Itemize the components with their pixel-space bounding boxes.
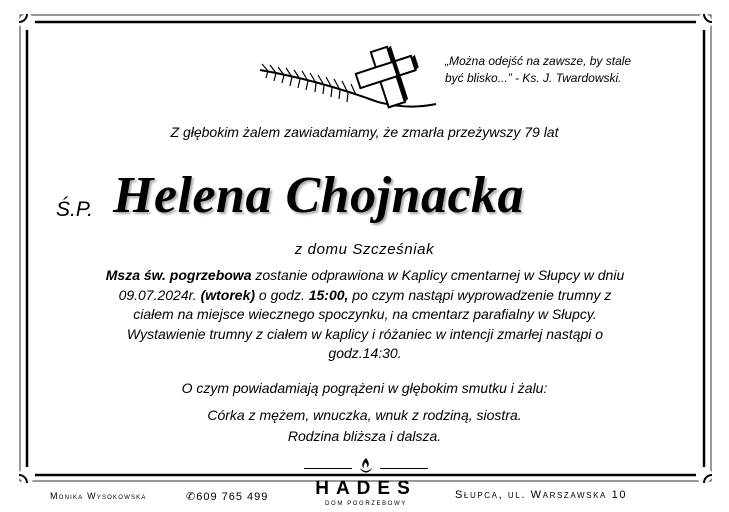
logo-subtitle: DOM POGRZEBOWY [325,501,407,507]
details-line-2 [55,286,675,306]
logo-divider-right [380,468,428,469]
flame-icon [358,457,374,475]
deceased-name: Helena Chojnacka [113,167,525,224]
announce-text: O czym powiadamiają pogrążeni w głębokim smutku i żalu: [181,380,548,396]
details-text: zostanie odprawiona w Kaplicy cmentarnej w Słupcy w dniu [251,267,625,283]
details-line-3: ciałem na miejsce wiecznego spoczynku, na cmentarz parafialny w Słupcy. [133,306,597,322]
details-line-4: Wystawienie trumny z ciałem w kaplicy i różaniec w intencji zmarłej nastąpi o [126,325,604,342]
date-text: 09.07.2024r. [118,286,201,303]
details-line-5: godz.14:30. [328,345,402,361]
funeral-details [55,266,675,364]
details-text: po czym nastąpi wyprowadzenie trumny z [348,286,612,303]
family-block [0,405,729,447]
maiden-name: z domu Szcześniak [294,241,435,258]
footer-phone: ✆609 765 499 [186,491,269,503]
quote-line-2: być blisko...” - Ks. J. Twardowski. [445,71,622,85]
details-line-1 [55,266,675,286]
hades-logo [296,455,436,512]
intro-text: Z głębokim żalem zawiadamiamy, że zmarła przeżywszy 79 lat [170,124,559,140]
footer-person: Monika Wysokowska [50,491,147,501]
quote-line-1: „Można odejść na zawsze, by stale [445,54,632,68]
cross-with-palm-icon [258,40,440,112]
weekday-text: (wtorek) [200,286,256,303]
sp-prefix: Ś.P. [56,198,93,221]
details-text: o godz. [255,286,309,303]
family-line-1: Córka z mężem, wnuczka, wnuk z rodziną, siostra. [207,407,522,423]
quote-block [445,53,685,87]
family-line-2: Rodzina bliższa i dalsza. [287,428,442,444]
time-text: 15:00, [308,286,349,303]
mass-label: Msza św. pogrzebowa [105,267,252,283]
footer-address: Słupca, ul. Warszawska 10 [455,489,628,501]
logo-divider-left [304,468,352,469]
logo-word: HADES [315,478,417,499]
